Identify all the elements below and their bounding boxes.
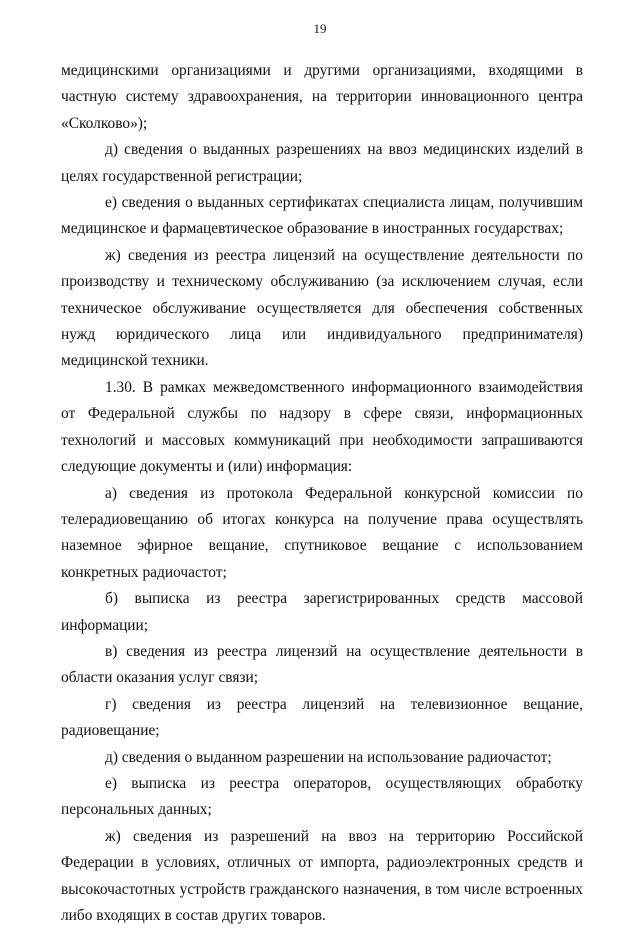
paragraph-item-a-protocol: а) сведения из протокола Федеральной конкурсной комиссии по телерадиовещанию об итогах конкурса на получение права осуществлять наземное эфирное вещание, спутниковое вещание с использованием конкретных радиочастот;: [61, 484, 583, 581]
paragraph-item-b-media-registry: б) выписка из реестра зарегистрированных средств массовой информации;: [61, 590, 583, 634]
paragraph-item-d-devices: д) сведения о выданных разрешениях на ввоз медицинских изделий в целях государственной регистрации;: [61, 141, 583, 185]
paragraph-item-g-broadcast-licenses: г) сведения из реестра лицензий на телевизионное вещание, радиовещание;: [61, 695, 583, 740]
paragraph-section-1-30: 1.30. В рамках межведомственного информационного взаимодействия от Федеральной службы по надзору в сфере связи, информационных технологий и массовых коммуникаций при необходимости запрашиваются следующие документы и (или) информация:: [61, 378, 583, 476]
paragraph-item-e-certificates: е) сведения о выданных сертификатах специалиста лицам, получившим медицинское и фармацевтическое образование в иностранных государствах;: [61, 194, 583, 238]
paragraph-item-d-radio-permit: д) сведения о выданном разрешении на использование радиочастот;: [105, 748, 552, 766]
paragraph-item-e-personal-data: е) выписка из реестра операторов, осуществляющих обработку персональных данных;: [61, 774, 583, 819]
paragraph-item-zh-licenses: ж) сведения из реестра лицензий на осуществление деятельности по производству и техническому обслуживанию (за исключением случая, если техническое обслуживание осуществляется для обеспечения собственных нужд юридического лица или индивидуального предпринимателя) медицинской техники.: [61, 246, 583, 370]
paragraph-item-v-communication-licenses: в) сведения из реестра лицензий на осуществление деятельности в области оказания услуг связи;: [61, 642, 583, 687]
paragraph-continuation: медицинскими организациями и другими организациями, входящими в частную систему здравоохранения, на территории инновационного центра «Сколково»);: [61, 62, 583, 132]
document-body: [61, 58, 583, 929]
paragraph-item-zh-import-permits: ж) сведения из разрешений на ввоз на территорию Российской Федерации в условиях, отличных от импорта, радиоэлектронных средств и высокочастотных устройств гражданского назначения, в том числе встроенных либо входящих в состав других товаров.: [61, 827, 583, 924]
page-number: 19: [313, 21, 327, 36]
